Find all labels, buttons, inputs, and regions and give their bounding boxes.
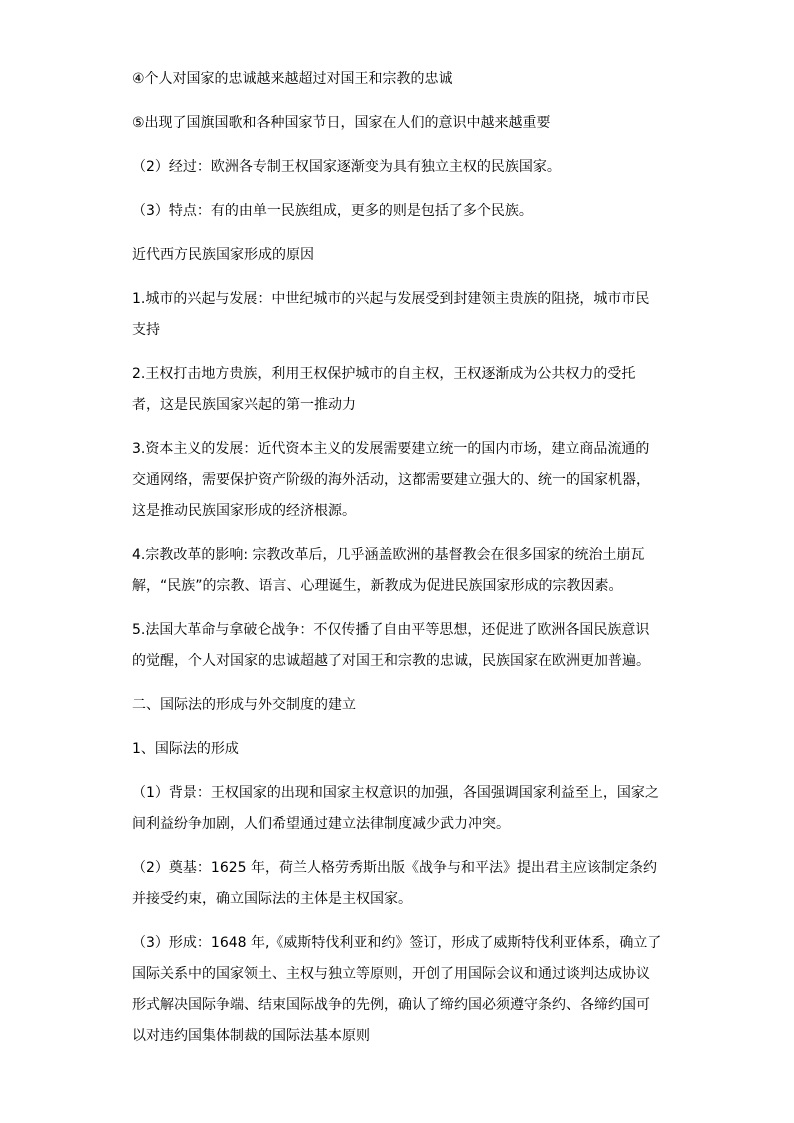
paragraph-cause-4-reformation: 4.宗教改革的影响: 宗教改革后，几乎涵盖欧洲的基督教会在很多国家的统治土崩瓦解，“民族”的宗教、语言、心理诞生，新教成为促进民族国家形成的宗教因素。 — [132, 547, 645, 594]
paragraph-formation: （3）形成：1648 年,《威斯特伐利亚和约》签订，形成了威斯特伐利亚体系，确立了国际关系中的国家领土、主权与独立等原则，开创了用国际会议和通过谈判达成协议形式解决国际争端、结束国际战争的先例，确认了缔约国必须遵守条约、各缔约国可以对违约国集体制裁的国际法基本原则 — [132, 935, 662, 1044]
paragraph-cause-2-royal-power: 2.王权打击地方贵族，利用王权保护城市的自主权，王权逐渐成为公共权力的受托者，这是民族国家兴起的第一推动力 — [132, 366, 636, 413]
paragraph-cause-1-cities: 1.城市的兴起与发展：中世纪城市的兴起与发展受到封建领主贵族的阻挠，城市市民支持 — [132, 291, 650, 338]
paragraph-item-5-national-symbols: ⑤出现了国旗国歌和各种国家节日，国家在人们的意识中越来越重要 — [132, 115, 551, 131]
section-heading-international-law: 二、国际法的形成与外交制度的建立 — [132, 697, 356, 713]
section-heading-causes: 近代西方民族国家形成的原因 — [132, 247, 314, 263]
paragraph-item-4-loyalty: ④个人对国家的忠诚越来越超过对国王和宗教的忠诚 — [132, 71, 453, 87]
paragraph-background: （1）背景：王权国家的出现和国家主权意识的加强，各国强调国家利益至上，国家之间利益纷争加剧，人们希望通过建立法律制度减少武力冲突。 — [132, 785, 659, 832]
paragraph-cause-5-french-revolution: 5.法国大革命与拿破仑战争：不仅传播了自由平等思想，还促进了欧洲各国民族意识的觉醒，个人对国家的忠诚超越了对国王和宗教的忠诚，民族国家在欧洲更加普遍。 — [132, 622, 650, 669]
paragraph-features: （3）特点：有的由单一民族组成，更多的则是包括了多个民族。 — [132, 203, 533, 219]
document-page — [132, 64, 662, 1065]
paragraph-foundation: （2）奠基：1625 年，荷兰人格劳秀斯出版《战争与和平法》提出君主应该制定条约并接受约束，确立国际法的主体是主权国家。 — [132, 860, 657, 907]
paragraph-cause-3-capitalism: 3.资本主义的发展：近代资本主义的发展需要建立统一的国内市场，建立商品流通的交通网络，需要保护资产阶级的海外活动，这都需要建立强大的、统一的国家机器，这是推动民族国家形成的经济根源。 — [132, 441, 650, 519]
subsection-heading-formation: 1、国际法的形成 — [132, 741, 239, 757]
paragraph-process: （2）经过：欧洲各专制王权国家逐渐变为具有独立主权的民族国家。 — [132, 159, 561, 175]
